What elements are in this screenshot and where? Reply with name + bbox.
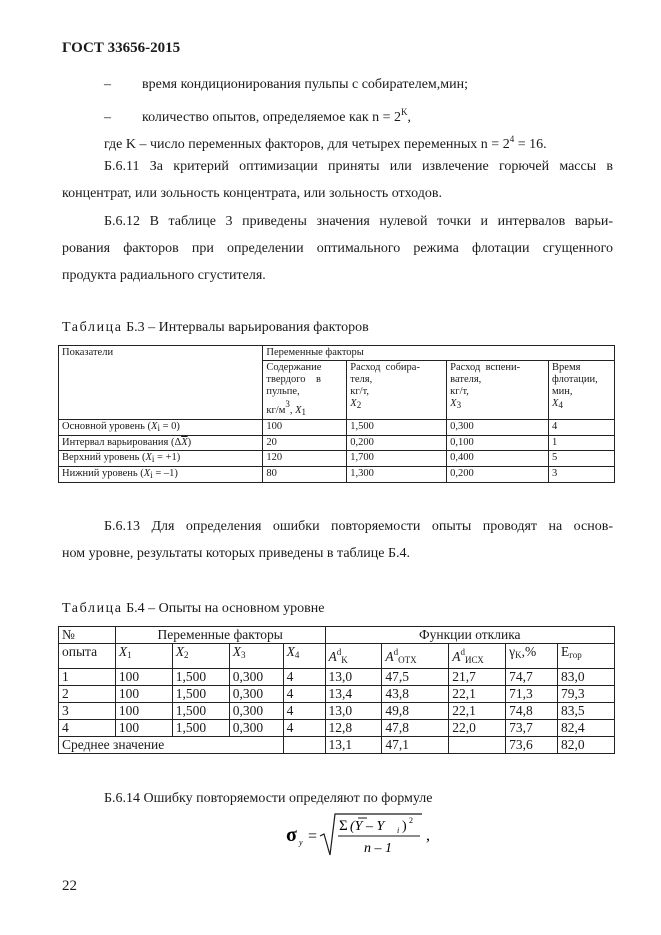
cell: 5 bbox=[549, 451, 615, 467]
row-label: Верхний уровень $(X_i = +1)$ bbox=[59, 451, 263, 467]
cell: 100 bbox=[115, 686, 172, 703]
cell: 22,0 bbox=[449, 720, 506, 737]
table-b4-caption: Таблица Б.4 – Опыты на основном уровне bbox=[62, 601, 325, 616]
cell: 4 bbox=[283, 703, 325, 720]
cell: 13,0 bbox=[325, 703, 382, 720]
header-x1: $X_1$ bbox=[115, 644, 172, 669]
cell: 13,0 bbox=[325, 669, 382, 686]
table-row bbox=[59, 420, 615, 436]
mean-label: Среднее значение bbox=[59, 737, 284, 754]
table-b3-caption: Таблица Б.3 – Интервалы варьирования факторов bbox=[62, 320, 369, 335]
cell: 0,200 bbox=[447, 467, 549, 483]
cell: 100 bbox=[263, 420, 347, 436]
header-indicators: Показатели bbox=[59, 346, 263, 420]
table-row bbox=[59, 436, 615, 451]
header-x2: $X_2$ bbox=[172, 644, 229, 669]
formula-comma: , bbox=[426, 827, 430, 844]
cell: 79,3 bbox=[558, 686, 615, 703]
cell: 1,500 bbox=[172, 686, 229, 703]
list-item: – время кондиционирования пульпы с собирателем,мин; bbox=[104, 77, 469, 92]
header-experiment: опыта bbox=[59, 644, 116, 669]
cell: 2 bbox=[59, 686, 116, 703]
table-row bbox=[59, 703, 615, 720]
row-label: Нижний уровень $(X_i = -1)$ bbox=[59, 467, 263, 483]
table-row bbox=[59, 720, 615, 737]
formula-denominator: n – 1 bbox=[364, 841, 392, 856]
table-subheader-row bbox=[59, 644, 615, 669]
paragraph-b6-11-line2: концентрат, или зольность концентрата, или зольность отходов. bbox=[62, 186, 442, 201]
cell: 1,500 bbox=[172, 703, 229, 720]
paragraph-b6-13-line1: Б.6.13 Для определения ошибки повторяемости опыты проводят на основ- bbox=[104, 519, 613, 534]
table-row bbox=[59, 686, 615, 703]
paragraph-b6-13-line2: ном уровне, результаты которых приведены в таблице Б.4. bbox=[62, 546, 411, 561]
cell: 74,8 bbox=[506, 703, 558, 720]
cell: 1,500 bbox=[347, 420, 447, 436]
cell: 47,8 bbox=[382, 720, 449, 737]
row-label: Интервал варьирования $(\Delta\overline{X})$ bbox=[59, 436, 263, 451]
header-x2: Расход собира- теля, кг/т, $X_2$ bbox=[347, 361, 447, 420]
repeatability-formula bbox=[280, 810, 480, 860]
cell: 1,700 bbox=[347, 451, 447, 467]
cell: 0,300 bbox=[229, 703, 283, 720]
cell: 1,500 bbox=[172, 669, 229, 686]
cell: 13,4 bbox=[325, 686, 382, 703]
cell bbox=[449, 737, 506, 754]
formula-equals: = bbox=[308, 828, 318, 845]
cell: 73,6 bbox=[506, 737, 558, 754]
cell: 13,1 bbox=[325, 737, 382, 754]
cell: 47,1 bbox=[382, 737, 449, 754]
header-x3: Расход вспени- вателя, кг/т, $X_3$ bbox=[447, 361, 549, 420]
cell: 4 bbox=[283, 669, 325, 686]
cell: 1,500 bbox=[172, 720, 229, 737]
header-variable-factors: Переменные факторы bbox=[263, 346, 615, 361]
cell: 0,100 bbox=[447, 436, 549, 451]
cell: 80 bbox=[263, 467, 347, 483]
table-mean-row bbox=[59, 737, 615, 754]
cell: 0,300 bbox=[229, 720, 283, 737]
header-egor: $E_{гор}$ bbox=[558, 644, 615, 669]
header-aisx: $A^d_{ИСХ}$ bbox=[449, 644, 506, 669]
formula-sigma: σ bbox=[286, 824, 297, 846]
cell: 22,1 bbox=[449, 686, 506, 703]
table-row bbox=[59, 451, 615, 467]
cell: 4 bbox=[549, 420, 615, 436]
cell: 1,300 bbox=[347, 467, 447, 483]
paragraph-b6-12-line3: продукта радиального сгустителя. bbox=[62, 268, 266, 283]
header-x3: $X_3$ bbox=[229, 644, 283, 669]
table-b3 bbox=[58, 345, 615, 483]
cell: 12,8 bbox=[325, 720, 382, 737]
cell: 20 bbox=[263, 436, 347, 451]
cell: 4 bbox=[283, 686, 325, 703]
cell: 0,300 bbox=[229, 669, 283, 686]
document-header: ГОСТ 33656-2015 bbox=[62, 40, 181, 56]
formula-sum: Σ bbox=[339, 818, 348, 834]
cell: 120 bbox=[263, 451, 347, 467]
list-item: – количество опытов, определяемое как $n = 2^K$, bbox=[104, 107, 412, 125]
table-row bbox=[59, 669, 615, 686]
cell: 71,3 bbox=[506, 686, 558, 703]
page-number: 22 bbox=[62, 878, 77, 894]
cell: 0,300 bbox=[447, 420, 549, 436]
table-row bbox=[59, 467, 615, 483]
cell: 22,1 bbox=[449, 703, 506, 720]
cell: 82,0 bbox=[558, 737, 615, 754]
header-gamma: $\gamma_K,\%$ bbox=[506, 644, 558, 669]
formula-num-sup: 2 bbox=[409, 816, 413, 825]
cell: 0,200 bbox=[347, 436, 447, 451]
cell: 100 bbox=[115, 703, 172, 720]
table-header-row bbox=[59, 346, 615, 361]
header-response-functions: Функции отклика bbox=[325, 627, 615, 644]
cell: 1 bbox=[549, 436, 615, 451]
cell: 100 bbox=[115, 669, 172, 686]
cell bbox=[283, 737, 325, 754]
cell: 3 bbox=[59, 703, 116, 720]
paragraph-b6-14: Б.6.14 Ошибку повторяемости определяют по формуле bbox=[104, 791, 433, 806]
cell: 1 bbox=[59, 669, 116, 686]
cell: 43,8 bbox=[382, 686, 449, 703]
cell: 83,5 bbox=[558, 703, 615, 720]
header-x1: Содержание твердого в пульпе, $кг/м^3$, $X_1$ bbox=[263, 361, 347, 420]
cell: 0,400 bbox=[447, 451, 549, 467]
cell: 82,4 bbox=[558, 720, 615, 737]
cell: 21,7 bbox=[449, 669, 506, 686]
cell: 73,7 bbox=[506, 720, 558, 737]
paragraph-b6-11-line1: Б.6.11 За критерий оптимизации приняты или извлечение горючей массы в bbox=[104, 159, 613, 174]
cell: 3 bbox=[549, 467, 615, 483]
cell: 74,7 bbox=[506, 669, 558, 686]
cell: 49,8 bbox=[382, 703, 449, 720]
table-b4 bbox=[58, 626, 615, 754]
cell: 0,300 bbox=[229, 686, 283, 703]
where-line: где K – число переменных факторов, для четырех переменных $n = 2^4 = 16$. bbox=[104, 134, 547, 152]
cell: 100 bbox=[115, 720, 172, 737]
paragraph-b6-12-line2: рования факторов при определении оптимального режима флотации сгущенного bbox=[62, 241, 613, 256]
cell: 47,5 bbox=[382, 669, 449, 686]
cell: 4 bbox=[59, 720, 116, 737]
table-header-row bbox=[59, 627, 615, 644]
paragraph-b6-12-line1: Б.6.12 В таблице 3 приведены значения нулевой точки и интервалов варьи- bbox=[104, 214, 613, 229]
header-ak: $A^d_K$ bbox=[325, 644, 382, 669]
cell: 83,0 bbox=[558, 669, 615, 686]
cell: 4 bbox=[283, 720, 325, 737]
header-x4: Время флотации, мин, $X_4$ bbox=[549, 361, 615, 420]
header-aotx: $A^d_{ОТХ}$ bbox=[382, 644, 449, 669]
header-no: № bbox=[59, 627, 116, 644]
formula-num-sub: i bbox=[397, 826, 400, 835]
header-variable-factors: Переменные факторы bbox=[115, 627, 325, 644]
formula-sigma-sub: y bbox=[299, 838, 303, 847]
header-x4: $X_4$ bbox=[283, 644, 325, 669]
row-label: Основной уровень $(X_i = 0)$ bbox=[59, 420, 263, 436]
formula-numerator: (Y – Y bbox=[350, 819, 385, 834]
formula-num-close: ) bbox=[402, 819, 407, 834]
